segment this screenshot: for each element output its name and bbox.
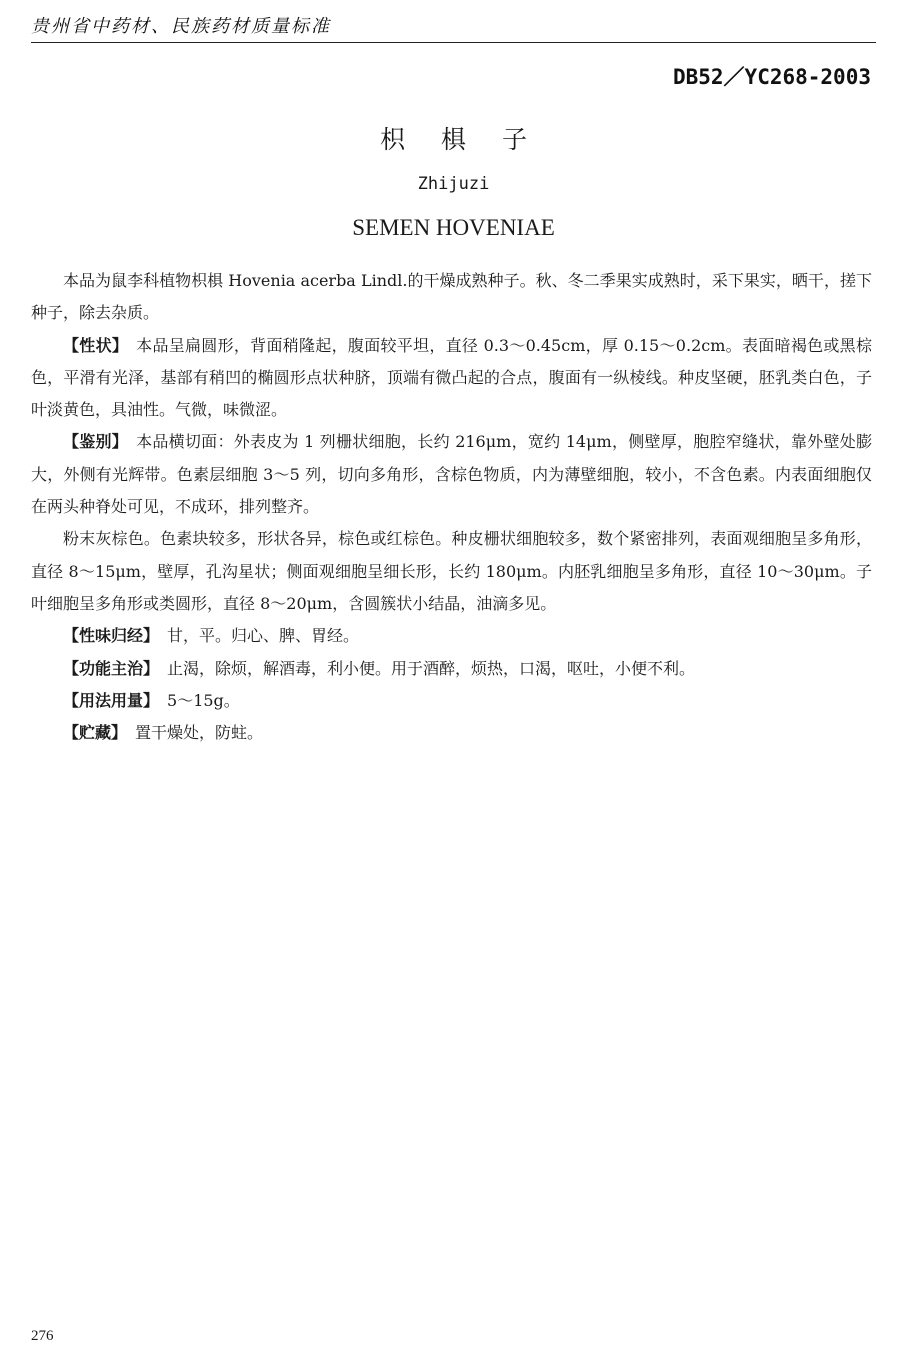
dosage-label: 【用法用量】	[63, 690, 160, 710]
description-text: 本品呈扁圆形，背面稍隆起，腹面较平坦，直径 0.3～0.45cm，厚 0.15～0.2cm。表面暗褐色或黑棕色，平滑有光泽，基部有稍凹的椭圆形点状种脐，顶端有微凸起的合点，腹面有一纵棱线。种皮坚硬，胚乳类白色，子叶淡黄色，具油性。气微，味微涩。	[31, 335, 872, 420]
monograph-pinyin: Zhijuzi	[417, 174, 490, 194]
storage-label: 【贮藏】	[63, 723, 128, 743]
identification-label: 【鉴别】	[63, 432, 129, 452]
monograph-title: 枳 椇 子	[380, 125, 541, 154]
dosage-paragraph	[31, 685, 872, 717]
header-rule	[31, 42, 876, 43]
monograph-body	[31, 265, 872, 749]
running-header: 贵州省中药材、民族药材质量标准	[31, 16, 331, 37]
powder-paragraph: 粉末灰棕色。色素块较多，形状各异，棕色或红棕色。种皮栅状细胞较多，数个紧密排列，表面观细胞呈多角形，直径 8～15μm，壁厚，孔沟星状；侧面观细胞呈细长形，长约 180μm。内胚乳细胞呈多角形，直径 10～30μm。子叶细胞呈多角形或类圆形，直径 8～20μm，含圆簇状小结晶，油滴多见。	[31, 529, 872, 613]
standard-code: DB52／YC268-2003	[672, 65, 871, 89]
description-paragraph	[31, 330, 872, 427]
nature-text: 甘，平。归心、脾、胃经。	[167, 626, 360, 646]
dosage-text: 5～15g。	[167, 690, 240, 710]
identification-text: 本品横切面：外表皮为 1 列栅状细胞，长约 216μm，宽约 14μm，侧壁厚，胞腔窄缝状，靠外壁处膨大，外侧有光辉带。色素层细胞 3～5 列，切向多角形，含棕色物质，内为薄壁细胞，较小，不含色素。内表面细胞仅在两头种脊处可见，不成环，排列整齐。	[31, 432, 872, 517]
nature-label: 【性味归经】	[63, 626, 160, 646]
function-paragraph	[31, 653, 872, 685]
storage-paragraph	[31, 717, 872, 749]
storage-text: 置干燥处，防蛀。	[135, 723, 264, 743]
function-text: 止渴，除烦，解酒毒，利小便。用于酒醉，烦热，口渴，呕吐，小便不利。	[167, 658, 696, 678]
page-number: 276	[31, 1328, 54, 1344]
monograph-latin-name: SEMEN HOVENIAE	[352, 215, 555, 240]
intro-paragraph: 本品为鼠李科植物枳椇 Hovenia acerba Lindl.的干燥成熟种子。秋、冬二季果实成熟时，采下果实，晒干，搓下种子，除去杂质。	[31, 271, 872, 323]
function-label: 【功能主治】	[63, 658, 160, 678]
identification-paragraph	[31, 426, 872, 523]
description-label: 【性状】	[63, 335, 129, 355]
nature-paragraph	[31, 620, 872, 652]
